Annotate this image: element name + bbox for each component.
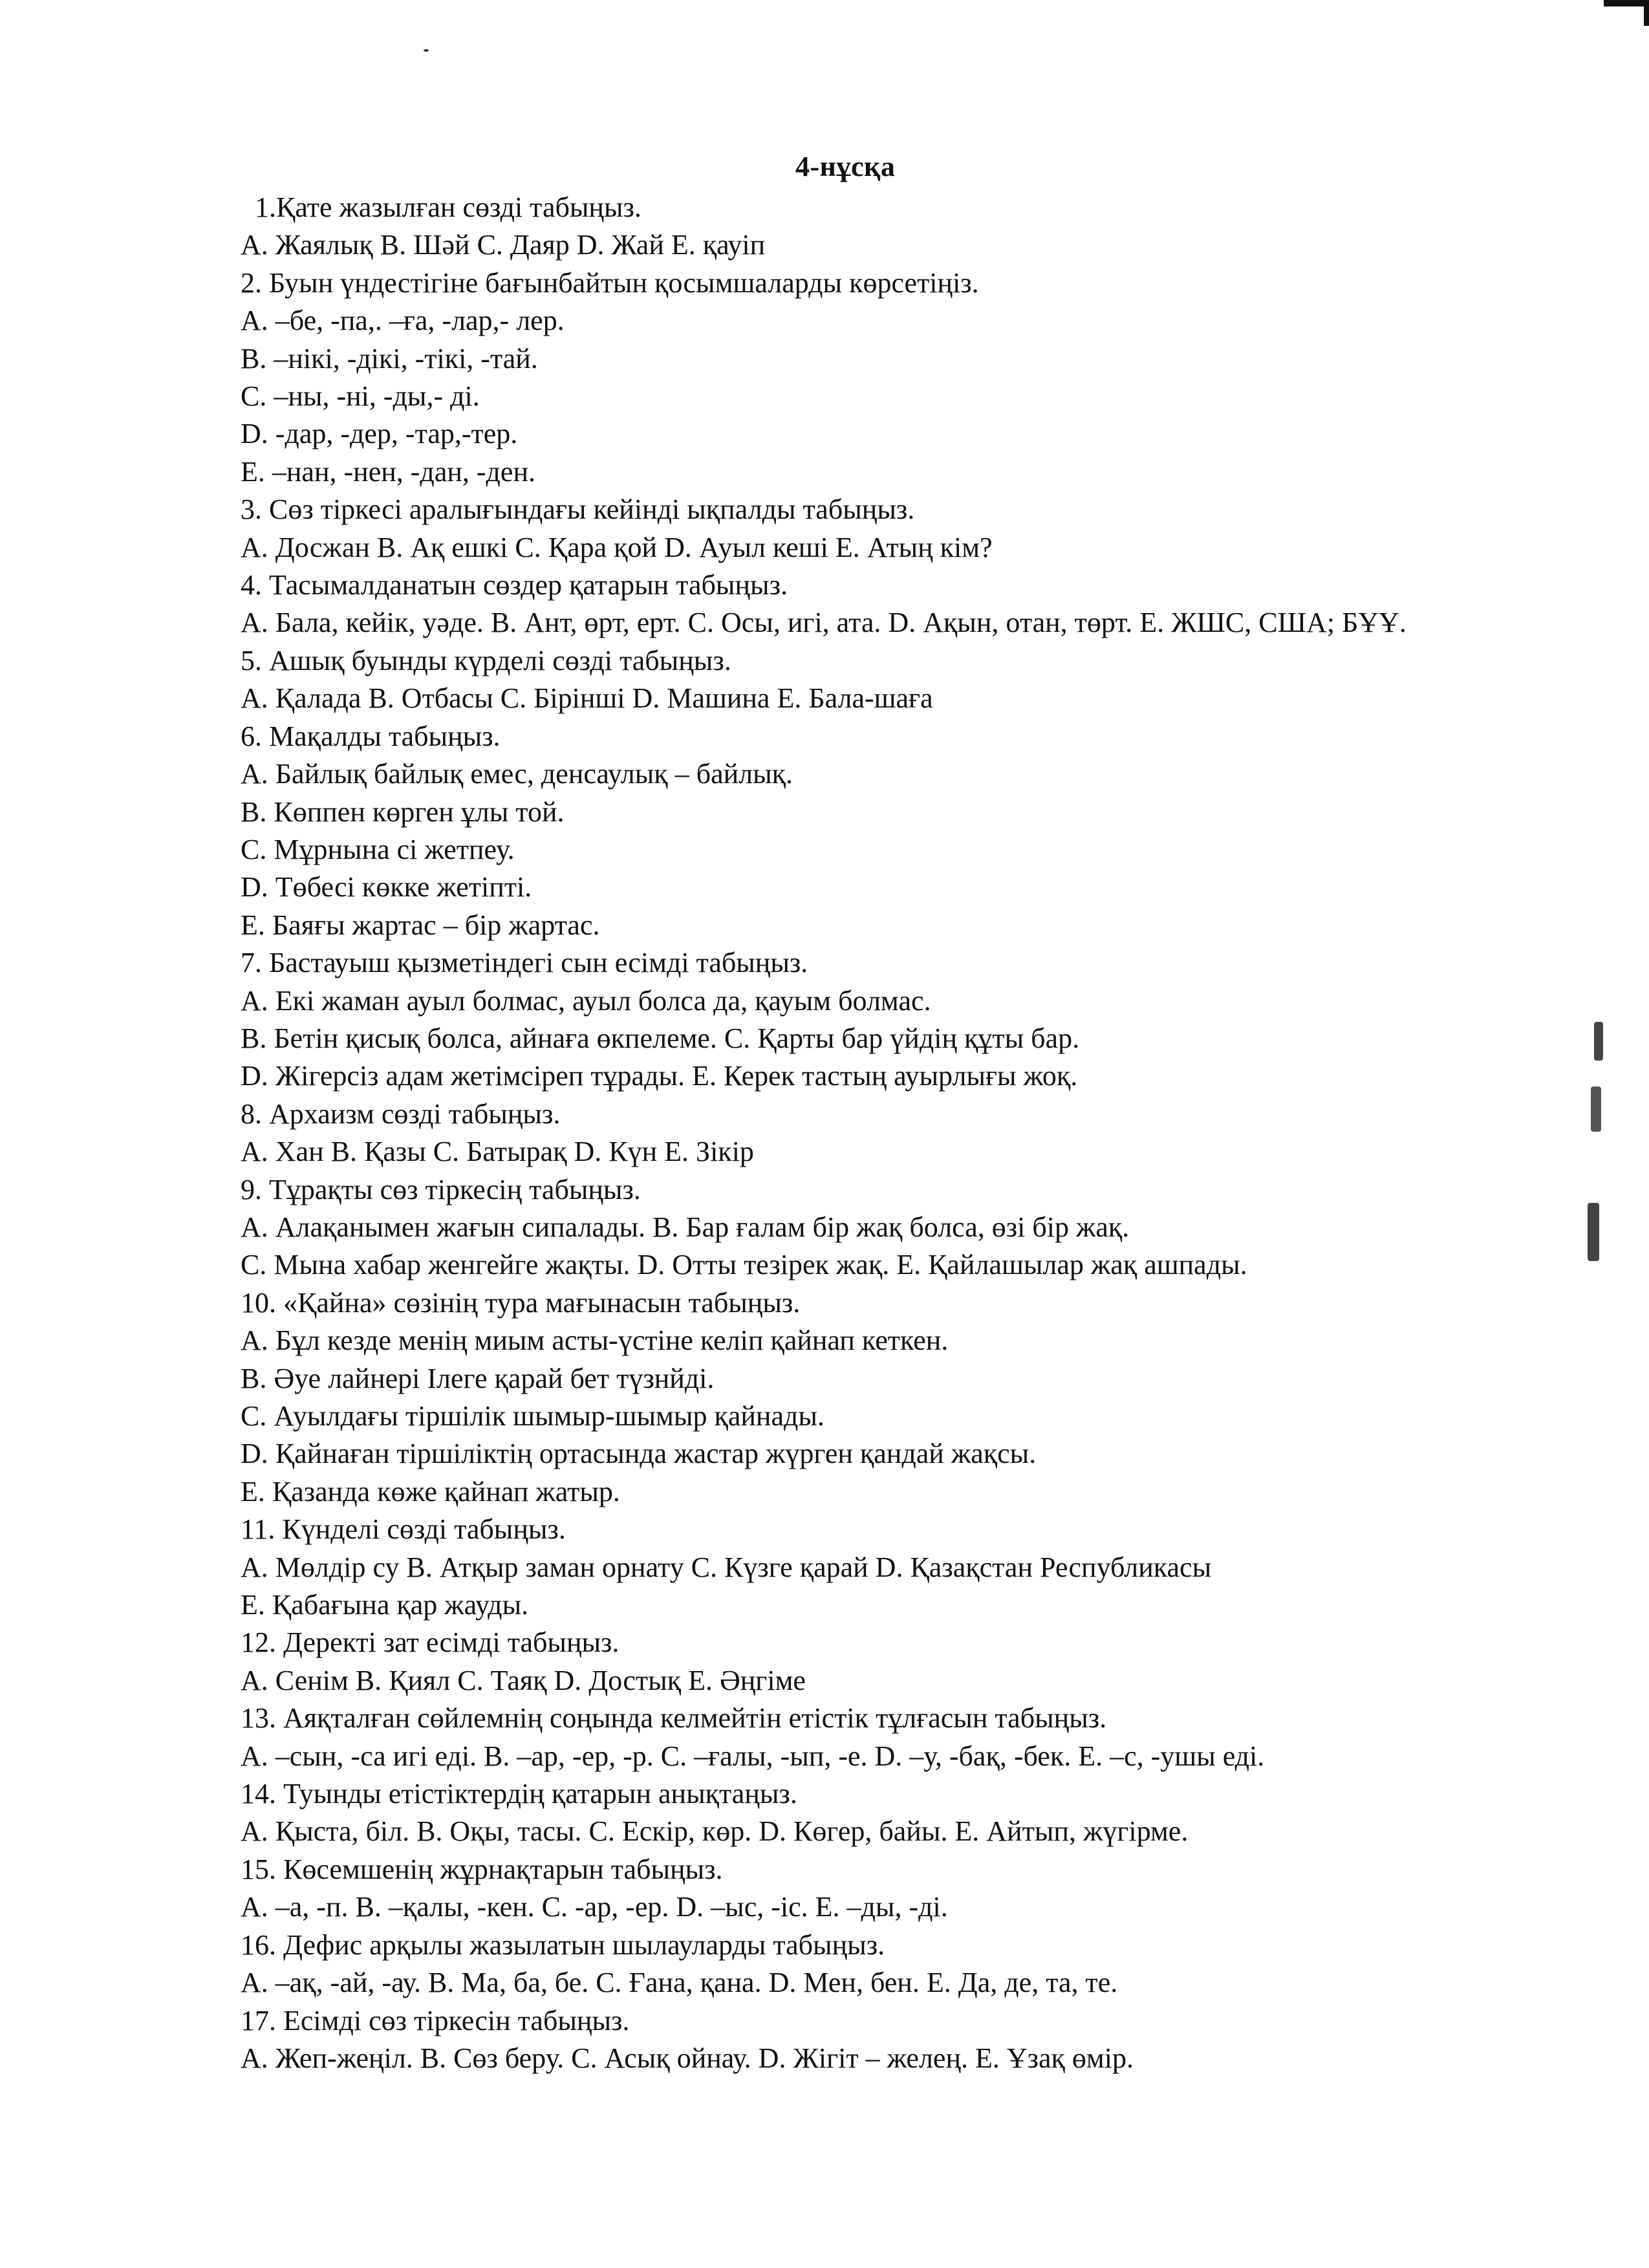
question-text: 8. Архаизм сөзді табыңыз. [241, 1097, 561, 1130]
answer-options: B. Әуе лайнері Ілеге қарай бет түзнйді. [241, 1362, 715, 1394]
answer-options: E. –нан, -нен, -дан, -ден. [241, 455, 536, 488]
answer-options: A. Алақанымен жағын сипалады. B. Бар ғалам бір жақ болса, өзі бір жақ. [241, 1211, 1130, 1243]
answer-options: E. Баяғы жартас – бір жартас. [241, 909, 600, 941]
answer-options: A. Хан B. Қазы C. Батырақ D. Күн E. Зікір [241, 1136, 754, 1168]
answer-options: E. Қабағына қар жауды. [241, 1589, 529, 1621]
answer-options: A. Қыста, біл. B. Оқы, тасы. C. Ескір, көр. D. Көгер, байы. E. Айтып, жүгірме. [241, 1815, 1189, 1848]
answer-options: A. –сын, -са игі еді. B. –ар, -ер, -р. C. –ғалы, -ып, -е. D. –у, -бақ, -бек. E. –с, -ушы еді. [241, 1740, 1265, 1772]
question-text: 4. Тасымалданатын сөздер қатарын табыңыз. [241, 569, 788, 601]
question-text: 5. Ашық буынды күрделі сөзді табыңыз. [241, 644, 731, 676]
answer-options: A. Байлық байлық емес, денсаулық – байлық. [241, 758, 793, 790]
answer-options: A. Досжан B. Ақ ешкі C. Қара қой D. Ауыл кеші E. Атың кім? [241, 531, 993, 563]
answer-options: D. Жігерсіз адам жетімсіреп тұрады. E. Керек тастың ауырлығы жоқ. [241, 1060, 1078, 1092]
answer-options: A. –бе, -па,. –ға, -лар,- лер. [241, 305, 565, 337]
answer-options: A. Бұл кезде менің миым асты-үстіне келіп қайнап кеткен. [241, 1324, 949, 1357]
answer-options: C. Ауылдағы тіршілік шымыр-шымыр қайнады. [241, 1400, 824, 1432]
answer-options: C. Мұрнына сі жетпеу. [241, 833, 515, 865]
question-text: 6. Мақалды табыңыз. [241, 720, 501, 752]
answer-options: A. –ақ, -ай, -ау. B. Ма, ба, бе. C. Ғана, қана. D. Мен, бен. E. Да, де, та, те. [241, 1967, 1118, 1999]
answer-options: A. Жеп-жеңіл. B. Сөз беру. C. Асық ойнау. D. Жігіт – желең. E. Ұзақ өмір. [241, 2042, 1134, 2074]
answer-options: D. Қайнаған тіршіліктің ортасында жастар жүрген қандай жақсы. [241, 1438, 1037, 1470]
question-text: 3. Сөз тіркесі аралығындағы кейінді ықпалды табыңыз. [241, 493, 915, 526]
answer-options: B. –нікі, -дікі, -тікі, -тай. [241, 342, 538, 374]
answer-options: A. Мөлдір су B. Атқыр заман орнату C. Күзге қарай D. Қазақстан Республикасы [241, 1551, 1212, 1583]
answer-options: B. Көппен көрген ұлы той. [241, 795, 565, 828]
question-text: 16. Дефис арқылы жазылатын шылауларды табыңыз. [241, 1928, 885, 1961]
scan-speck [424, 49, 429, 52]
question-text: 2. Буын үндестігіне бағынбайтын қосымшаларды көрсетіңіз. [241, 266, 979, 299]
question-text: 7. Бастауыш қызметіндегі сын есімді табыңыз. [241, 947, 808, 979]
answer-options: A. –а, -п. B. –қалы, -кен. C. -ар, -ер. D. –ыс, -іс. E. –ды, -ді. [241, 1891, 948, 1923]
question-text: 15. Көсемшенің жұрнақтарын табыңыз. [241, 1853, 723, 1885]
question-text: 14. Туынды етістіктердің қатарын анықтаңыз. [241, 1778, 797, 1810]
question-text: 1.Қате жазылған сөзді табыңыз. [255, 191, 641, 223]
question-text: 17. Есімді сөз тіркесін табыңыз. [241, 2004, 630, 2036]
page-title: 4-нұсқа [795, 151, 896, 182]
question-text: 11. Күнделі сөзді табыңыз. [241, 1513, 566, 1546]
answer-options: A. Жаялық B. Шәй C. Даяр D. Жай E. қауіп [241, 229, 766, 261]
question-text: 12. Деректі зат есімді табыңыз. [241, 1626, 620, 1659]
question-text: 9. Тұрақты сөз тіркесің табыңыз. [241, 1173, 641, 1205]
answer-options: A. Қалада B. Отбасы C. Бірінші D. Машина E. Бала-шаға [241, 682, 933, 715]
answer-options: A. Екі жаман ауыл болмас, ауыл болса да, қауым болмас. [241, 984, 931, 1017]
scan-edge-mark [1604, 0, 1649, 6]
answer-options: D. -дар, -дер, -тар,-тер. [241, 418, 518, 450]
scan-edge-mark-vertical [1644, 0, 1649, 26]
scan-smudge [1588, 1203, 1599, 1261]
answer-options: C. Мына хабар женгейге жақты. D. Отты тезірек жақ. E. Қайлашылар жақ ашпады. [241, 1249, 1247, 1281]
answer-options: C. –ны, -ні, -ды,- ді. [241, 380, 480, 413]
answer-options: D. Төбесі көкке жетіпті. [241, 871, 532, 903]
scan-smudge [1591, 1086, 1601, 1132]
scan-smudge [1594, 1022, 1603, 1061]
question-text: 13. Аяқталған сөйлемнің соңында келмейтін етістік тұлғасын табыңыз. [241, 1702, 1107, 1734]
question-text: 10. «Қайна» сөзінің тура мағынасын табыңыз. [241, 1286, 801, 1319]
question-list [241, 189, 1521, 2077]
answer-options: A. Сенім B. Қиял C. Таяқ D. Достық E. Әңгіме [241, 1664, 806, 1696]
answer-options: A. Бала, кейік, уәде. B. Ант, өрт, ерт. C. Осы, игі, ата. D. Ақын, отан, төрт. E. ЖШС, США; БҰҰ. [241, 607, 1406, 639]
answer-options: B. Бетін қисық болса, айнаға өкпелеме. C. Қарты бар үйдің құты бар. [241, 1022, 1080, 1054]
answer-options: E. Қазанда көже қайнап жатыр. [241, 1475, 620, 1507]
